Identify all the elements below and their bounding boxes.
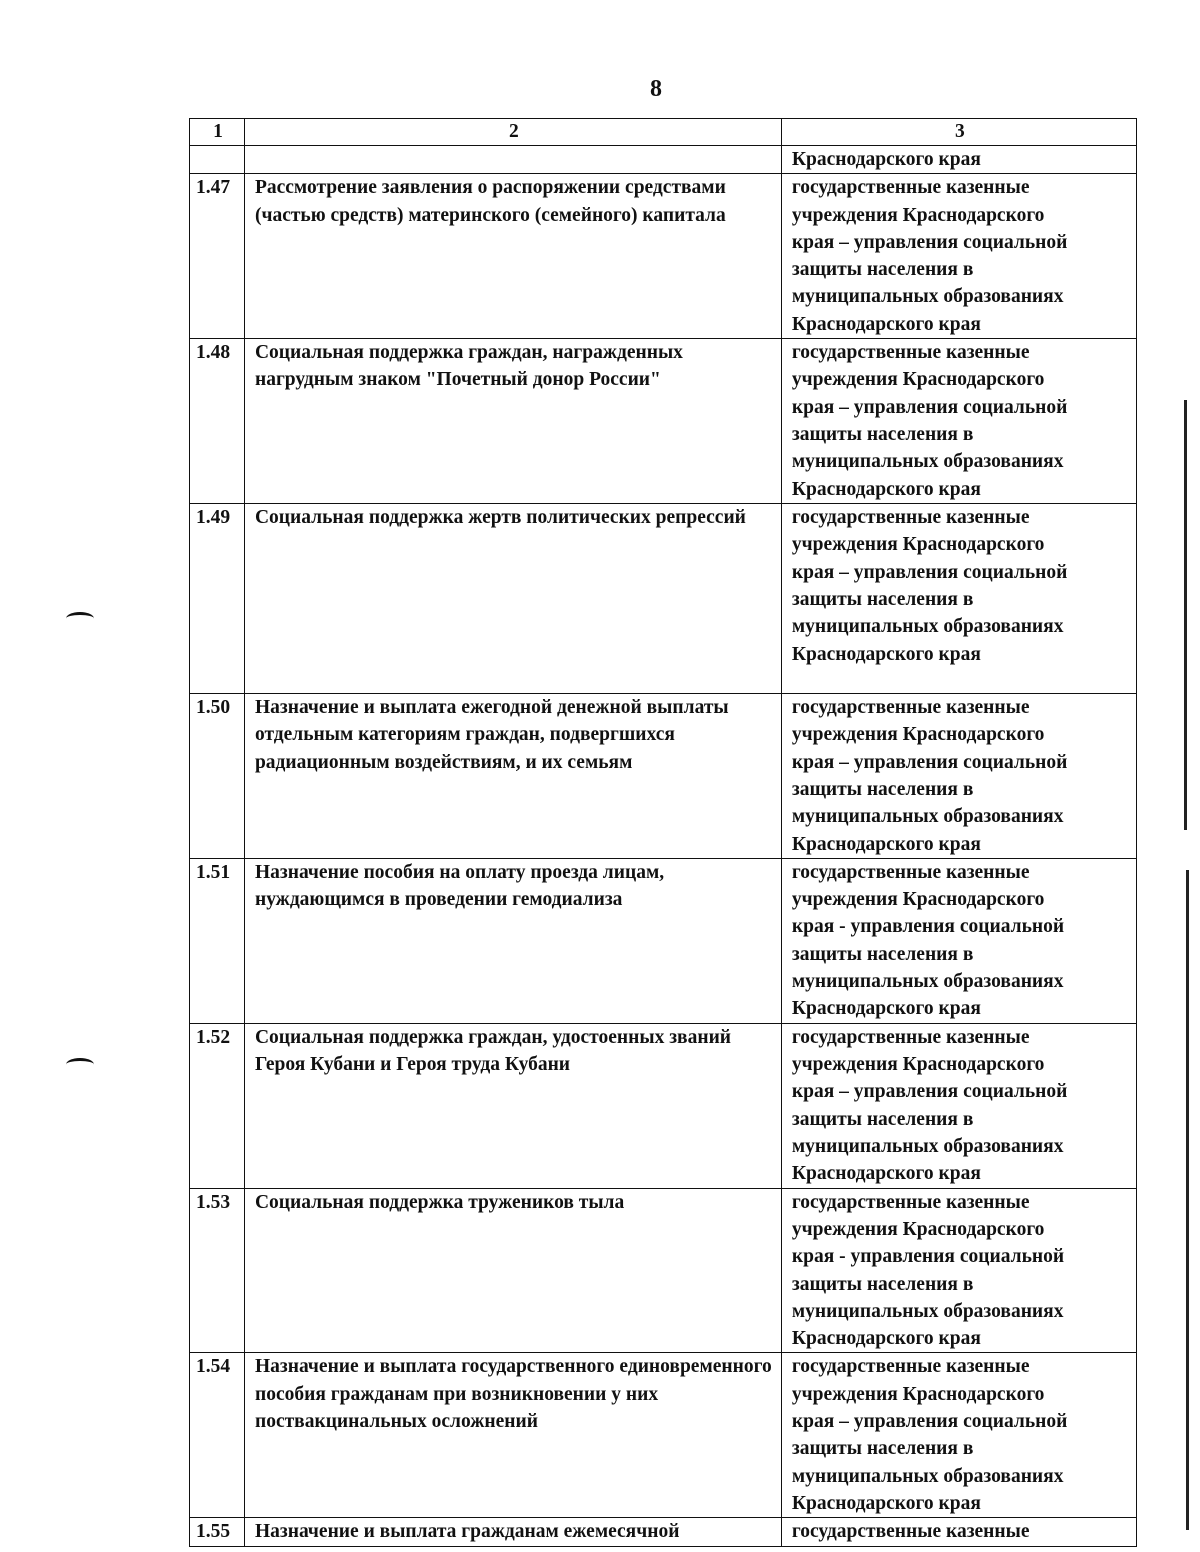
organization-name: государственные казенные <box>781 1518 1136 1546</box>
organization-name: государственные казенные учреждения Краснодарского края - управления социальной защиты населения в муниципальных образованиях Краснодарского края <box>781 1188 1136 1353</box>
service-name: Рассмотрение заявления о распоряжении средствами (частью средств) материнского (семейного) капитала <box>244 174 781 339</box>
service-name: Социальная поддержка граждан, награжденных нагрудным знаком "Почетный донор России" <box>244 339 781 504</box>
service-name: Назначение пособия на оплату проезда лицам, нуждающимся в проведении гемодиализа <box>244 858 781 1023</box>
row-number: 1.48 <box>190 339 245 504</box>
scan-mark <box>66 1058 94 1071</box>
service-name: Назначение и выплата ежегодной денежной выплаты отдельным категориям граждан, подвергшихся радиационным воздействиям, и их семьям <box>244 694 781 859</box>
row-number: 1.49 <box>190 504 245 694</box>
column-header-service: 2 <box>244 119 781 146</box>
column-header-organization: 3 <box>781 119 1136 146</box>
organization-name: государственные казенные учреждения Краснодарского края - управления социальной защиты населения в муниципальных образованиях Краснодарского края <box>781 858 1136 1023</box>
service-name: Назначение и выплата гражданам ежемесячной <box>244 1518 781 1546</box>
scan-edge-line <box>1184 400 1187 830</box>
organization-name: государственные казенные учреждения Краснодарского края – управления социальной защиты населения в муниципальных образованиях Краснодарского края <box>781 504 1136 694</box>
service-name <box>244 146 781 174</box>
service-name: Социальная поддержка жертв политических репрессий <box>244 504 781 694</box>
organization-name: государственные казенные учреждения Краснодарского края – управления социальной защиты населения в муниципальных образованиях Краснодарского края <box>781 694 1136 859</box>
service-name: Назначение и выплата государственного единовременного пособия гражданам при возникновении у них поствакцинальных осложнений <box>244 1353 781 1518</box>
table-row <box>190 858 1137 1023</box>
row-number: 1.55 <box>190 1518 245 1546</box>
page-number: 8 <box>650 76 662 102</box>
row-number: 1.53 <box>190 1188 245 1353</box>
row-number: 1.52 <box>190 1023 245 1188</box>
column-header-number: 1 <box>190 119 245 146</box>
scan-edge-line <box>1186 870 1189 1530</box>
table-row <box>190 1353 1137 1518</box>
table-row <box>190 1023 1137 1188</box>
services-table <box>189 118 1137 1547</box>
table-row <box>190 1188 1137 1353</box>
organization-name: государственные казенные учреждения Краснодарского края – управления социальной защиты населения в муниципальных образованиях Краснодарского края <box>781 1023 1136 1188</box>
organization-name: Краснодарского края <box>781 146 1136 174</box>
row-number: 1.50 <box>190 694 245 859</box>
organization-name: государственные казенные учреждения Краснодарского края – управления социальной защиты населения в муниципальных образованиях Краснодарского края <box>781 174 1136 339</box>
row-number: 1.47 <box>190 174 245 339</box>
organization-name: государственные казенные учреждения Краснодарского края – управления социальной защиты населения в муниципальных образованиях Краснодарского края <box>781 339 1136 504</box>
row-number <box>190 146 245 174</box>
continuation-row <box>190 146 1137 174</box>
scan-mark <box>66 612 94 625</box>
table-row <box>190 174 1137 339</box>
service-name: Социальная поддержка тружеников тыла <box>244 1188 781 1353</box>
organization-name: государственные казенные учреждения Краснодарского края – управления социальной защиты населения в муниципальных образованиях Краснодарского края <box>781 1353 1136 1518</box>
table-row <box>190 1518 1137 1546</box>
row-number: 1.54 <box>190 1353 245 1518</box>
service-name: Социальная поддержка граждан, удостоенных званий Героя Кубани и Героя труда Кубани <box>244 1023 781 1188</box>
table-row <box>190 339 1137 504</box>
row-number: 1.51 <box>190 858 245 1023</box>
table-row <box>190 694 1137 859</box>
table-row <box>190 504 1137 694</box>
table-header-row <box>190 119 1137 146</box>
